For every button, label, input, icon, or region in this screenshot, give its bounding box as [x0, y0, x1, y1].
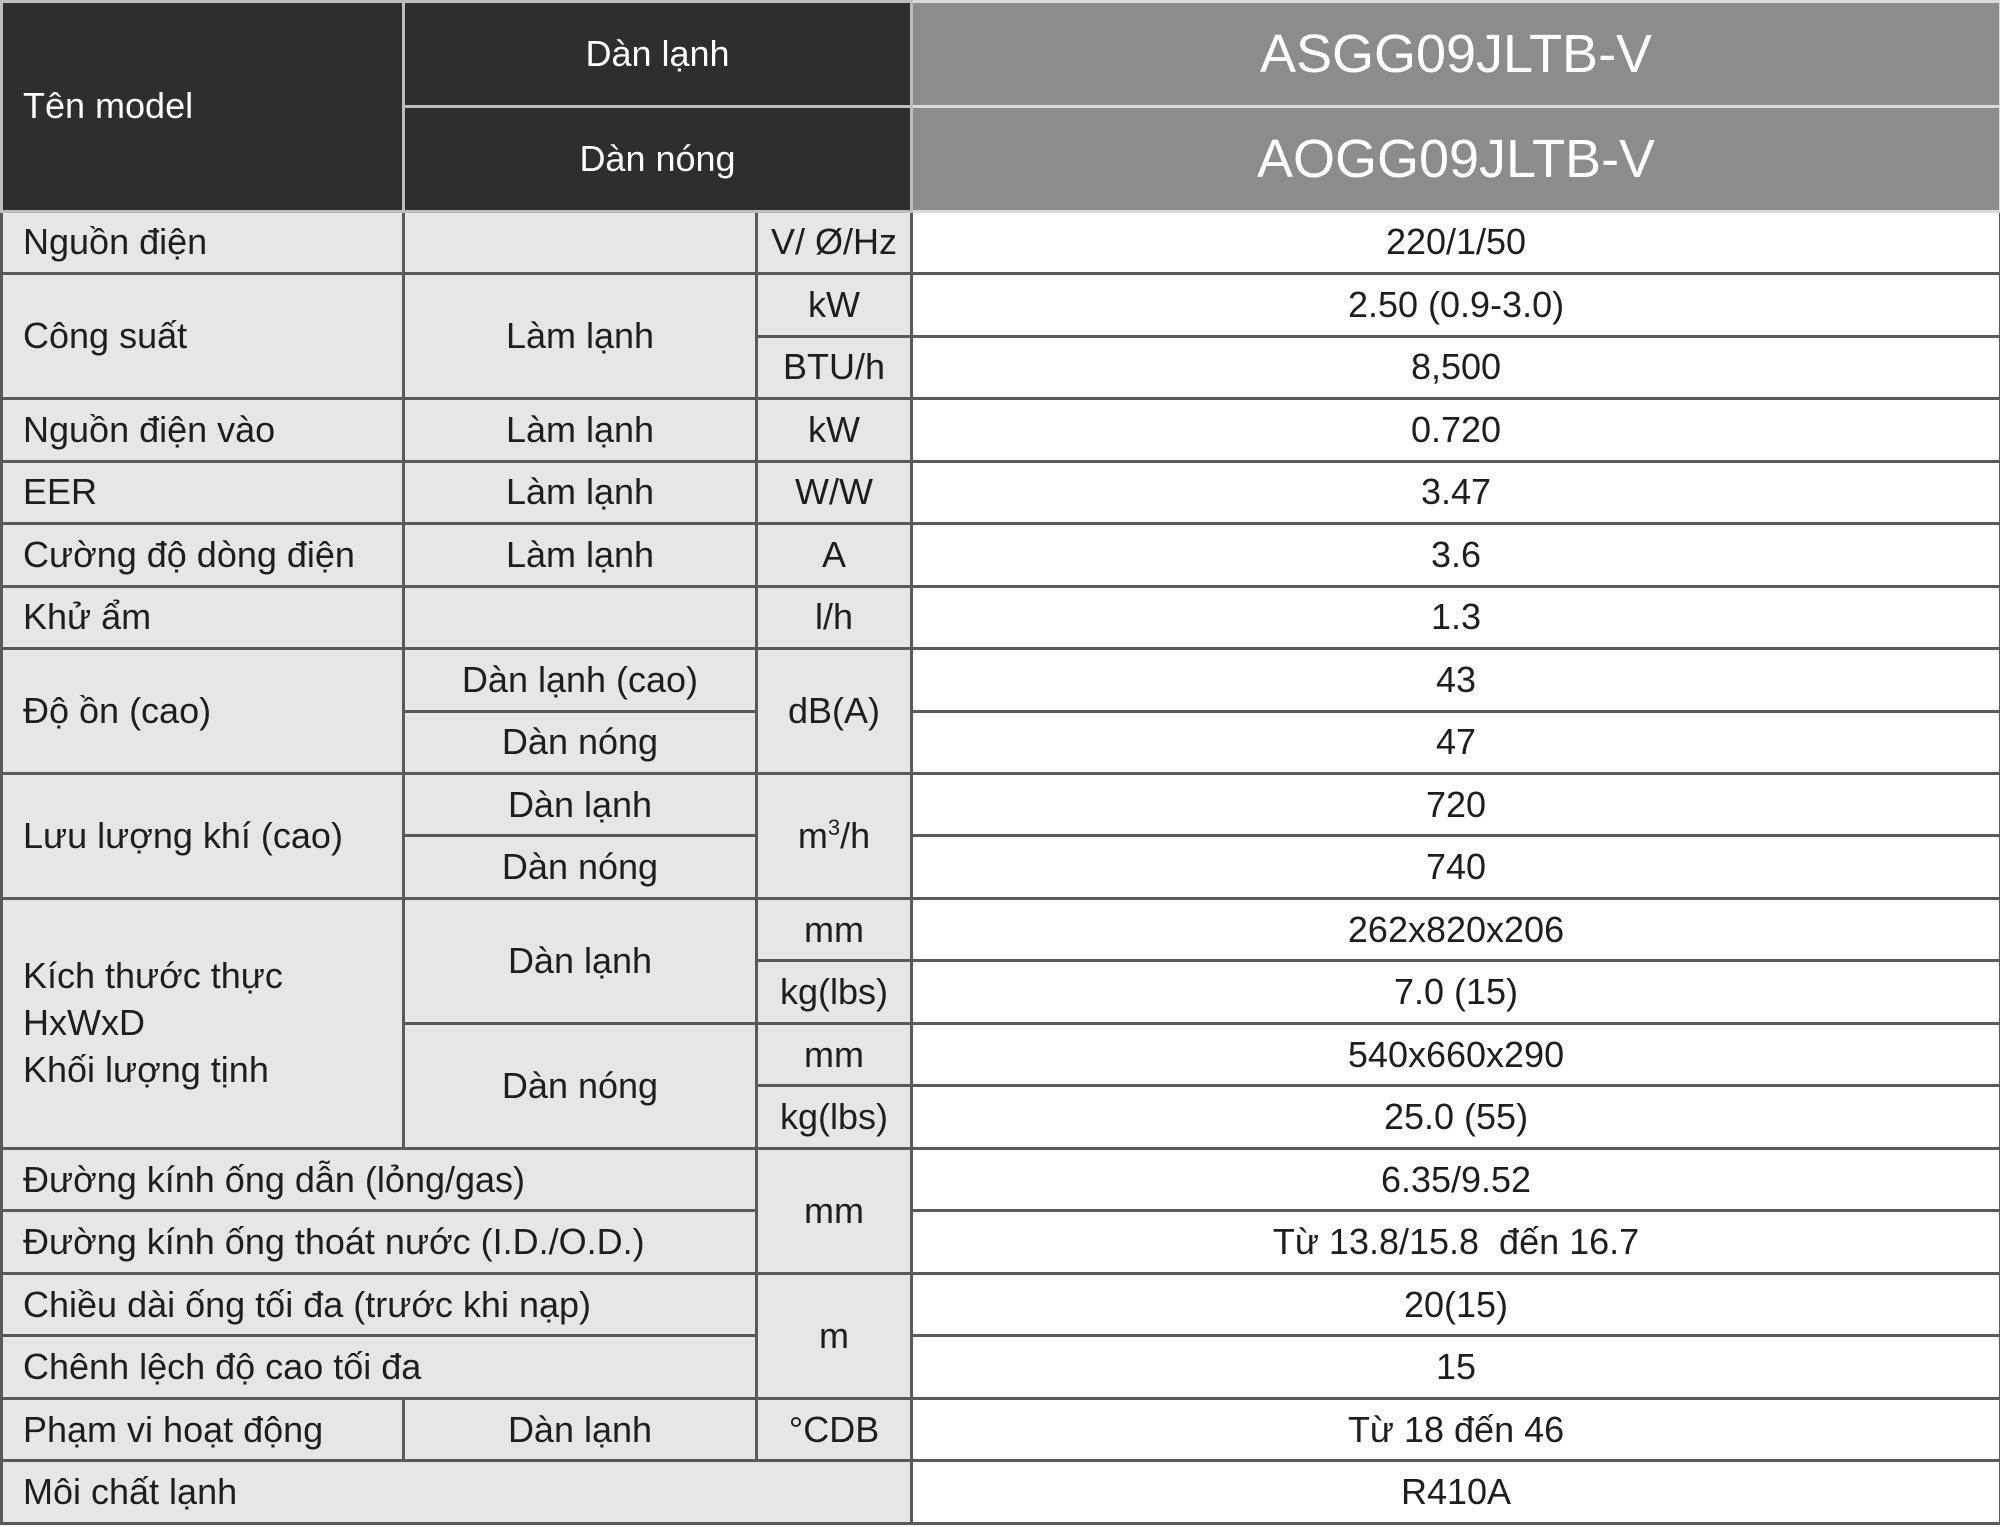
power-input-unit: kW [757, 399, 912, 461]
noise-outdoor-value: 47 [912, 711, 2000, 773]
dimensions-outdoor-mm-value: 540x660x290 [912, 1023, 2000, 1085]
refrigerant-value: R410A [912, 1461, 2000, 1524]
model-name-label: Tên model [2, 2, 404, 212]
operating-range-mode: Dàn lạnh [404, 1398, 757, 1460]
header-row-indoor [2, 2, 2000, 107]
dimensions-label [2, 898, 404, 1148]
row-dimensions-indoor-mm [2, 898, 2000, 960]
dimensions-outdoor-unit-mm: mm [757, 1023, 912, 1085]
pipe-drain-label: Đường kính ống thoát nước (I.D./O.D.) [2, 1211, 757, 1273]
length-unit: m [757, 1273, 912, 1398]
noise-unit: dB(A) [757, 649, 912, 774]
dimensions-indoor-unit-mm: mm [757, 898, 912, 960]
indoor-model-code: ASGG09JLTB-V [912, 2, 2000, 107]
airflow-unit-base: m [797, 814, 828, 856]
eer-label: EER [2, 461, 404, 523]
airflow-outdoor-value: 740 [912, 836, 2000, 898]
current-unit: A [757, 524, 912, 586]
refrigerant-label: Môi chất lạnh [2, 1461, 912, 1524]
pipe-liquid-gas-value: 6.35/9.52 [912, 1148, 2000, 1210]
noise-outdoor-label: Dàn nóng [404, 711, 757, 773]
row-max-height-diff [2, 1336, 2000, 1398]
noise-indoor-value: 43 [912, 649, 2000, 711]
current-value: 3.6 [912, 524, 2000, 586]
dimensions-indoor-label: Dàn lạnh [404, 898, 757, 1023]
airflow-indoor-value: 720 [912, 773, 2000, 835]
current-label: Cường độ dòng điện [2, 524, 404, 586]
row-power-source [2, 211, 2000, 273]
row-operating-range [2, 1398, 2000, 1460]
dimensions-label-line1: Kích thước thực [23, 955, 283, 997]
capacity-value-btu: 8,500 [912, 336, 2000, 398]
dimensions-label-line3: Khối lượng tịnh [23, 1048, 269, 1090]
eer-value: 3.47 [912, 461, 2000, 523]
power-source-value: 220/1/50 [912, 211, 2000, 273]
row-pipe-liquid-gas [2, 1148, 2000, 1210]
row-capacity-kw [2, 274, 2000, 336]
eer-mode: Làm lạnh [404, 461, 757, 523]
outdoor-unit-header: Dàn nóng [404, 106, 912, 211]
dehumid-empty-cell [404, 586, 757, 648]
indoor-unit-header: Dàn lạnh [404, 2, 912, 107]
outdoor-model-code: AOGG09JLTB-V [912, 106, 2000, 211]
airflow-unit-sup: 3 [827, 814, 841, 840]
power-input-mode: Làm lạnh [404, 399, 757, 461]
row-max-pipe-length [2, 1273, 2000, 1335]
airflow-outdoor-label: Dàn nóng [404, 836, 757, 898]
airflow-indoor-label: Dàn lạnh [404, 773, 757, 835]
operating-range-value: Từ 18 đến 46 [912, 1398, 2000, 1460]
dimensions-outdoor-kg-value: 25.0 (55) [912, 1086, 2000, 1148]
power-source-label: Nguồn điện [2, 211, 404, 273]
capacity-unit-btu: BTU/h [757, 336, 912, 398]
power-source-unit: V/ Ø/Hz [757, 211, 912, 273]
row-airflow-indoor [2, 773, 2000, 835]
pipe-unit: mm [757, 1148, 912, 1273]
power-input-value: 0.720 [912, 399, 2000, 461]
power-source-empty-cell [404, 211, 757, 273]
current-mode: Làm lạnh [404, 524, 757, 586]
capacity-unit-kw: kW [757, 274, 912, 336]
max-height-diff-value: 15 [912, 1336, 2000, 1398]
dimensions-indoor-mm-value: 262x820x206 [912, 898, 2000, 960]
capacity-mode: Làm lạnh [404, 274, 757, 399]
eer-unit: W/W [757, 461, 912, 523]
airflow-label: Lưu lượng khí (cao) [2, 773, 404, 898]
dehumid-value: 1.3 [912, 586, 2000, 648]
dehumid-unit: l/h [757, 586, 912, 648]
dimensions-indoor-unit-kg: kg(lbs) [757, 961, 912, 1023]
row-power-input [2, 399, 2000, 461]
row-eer [2, 461, 2000, 523]
row-refrigerant [2, 1461, 2000, 1524]
operating-range-label: Phạm vi hoạt động [2, 1398, 404, 1460]
airflow-unit-rest: /h [840, 814, 871, 856]
airflow-unit [757, 773, 912, 898]
capacity-value-kw: 2.50 (0.9-3.0) [912, 274, 2000, 336]
dimensions-outdoor-label: Dàn nóng [404, 1023, 757, 1148]
max-pipe-length-label: Chiều dài ống tối đa (trước khi nạp) [2, 1273, 757, 1335]
capacity-label: Công suất [2, 274, 404, 399]
dimensions-label-line2: HxWxD [23, 1002, 145, 1044]
max-height-diff-label: Chênh lệch độ cao tối đa [2, 1336, 757, 1398]
pipe-drain-value: Từ 13.8/15.8 đến 16.7 [912, 1211, 2000, 1273]
row-noise-indoor [2, 649, 2000, 711]
dimensions-outdoor-unit-kg: kg(lbs) [757, 1086, 912, 1148]
noise-indoor-label: Dàn lạnh (cao) [404, 649, 757, 711]
dehumid-label: Khử ẩm [2, 586, 404, 648]
row-pipe-drain [2, 1211, 2000, 1273]
noise-label: Độ ồn (cao) [2, 649, 404, 774]
row-current [2, 524, 2000, 586]
operating-range-unit: °CDB [757, 1398, 912, 1460]
pipe-liquid-gas-label: Đường kính ống dẫn (lỏng/gas) [2, 1148, 757, 1210]
row-dehumidification [2, 586, 2000, 648]
dimensions-indoor-kg-value: 7.0 (15) [912, 961, 2000, 1023]
max-pipe-length-value: 20(15) [912, 1273, 2000, 1335]
power-input-label: Nguồn điện vào [2, 399, 404, 461]
